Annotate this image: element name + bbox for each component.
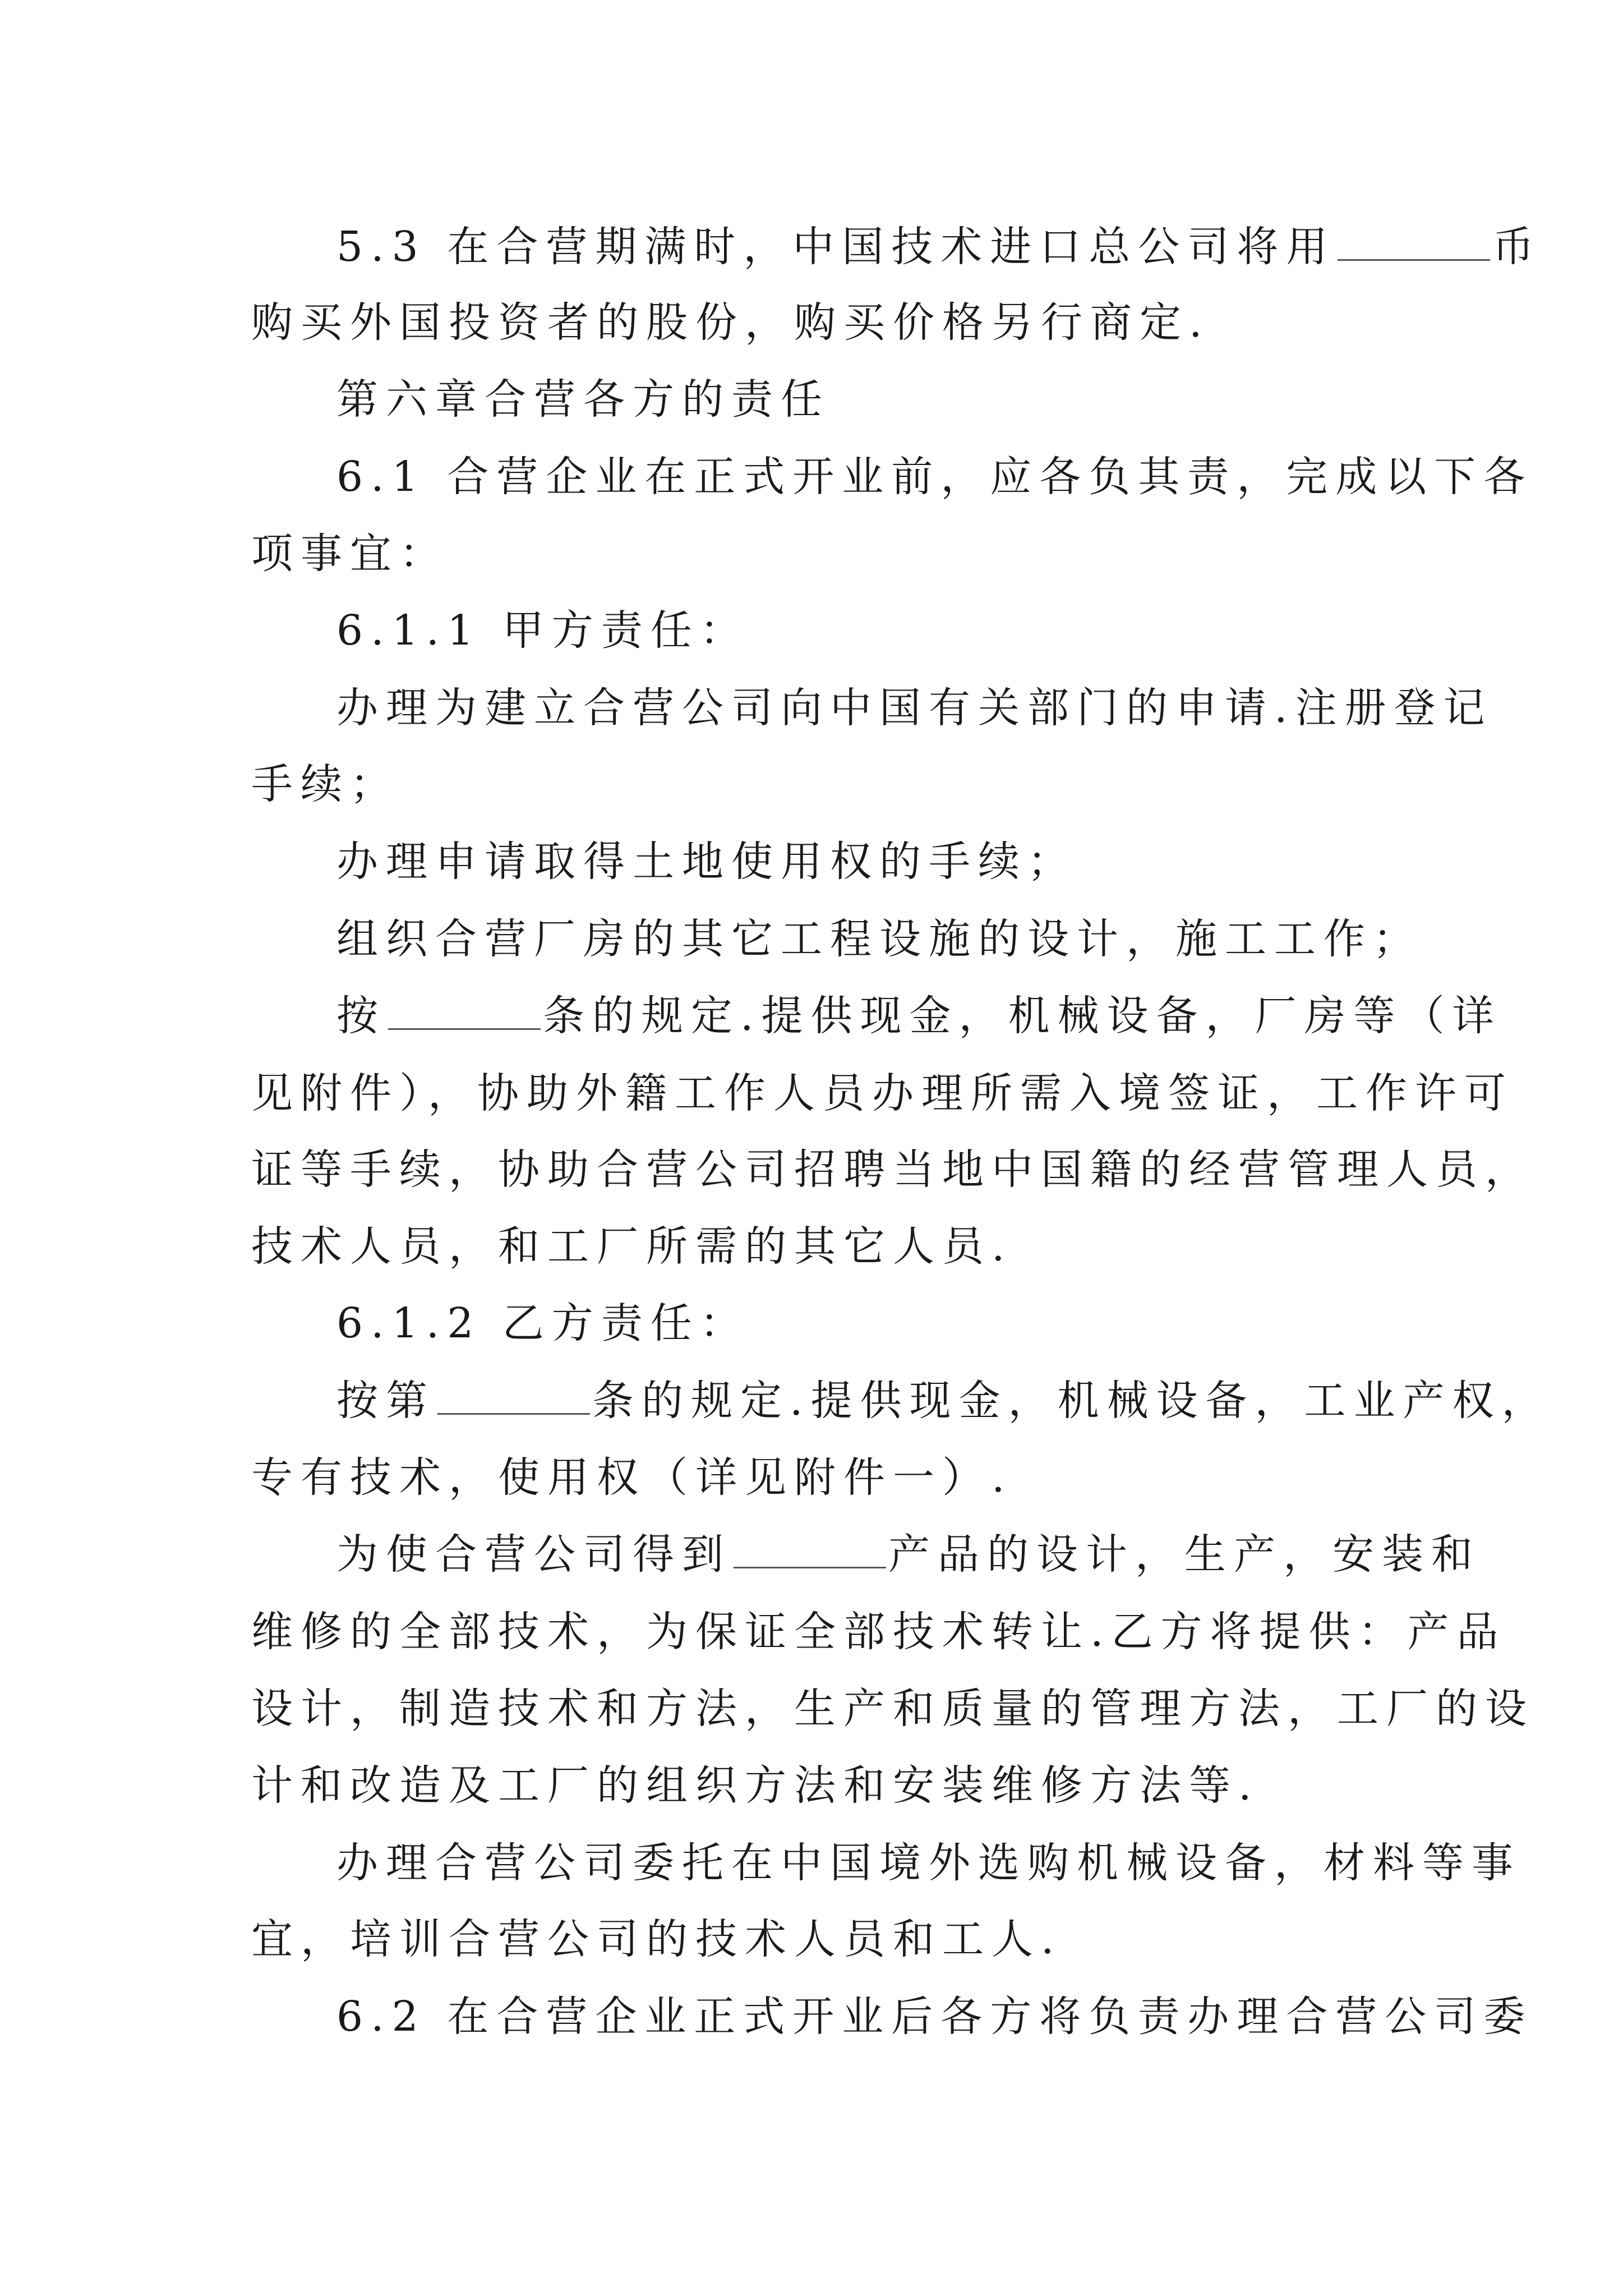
fill-in-blank	[437, 1411, 590, 1415]
text-segment: 手续；	[251, 760, 399, 808]
text-line	[251, 1222, 1395, 1271]
chapter-heading	[336, 375, 1481, 424]
text-segment: 6.1.1 甲方责任：	[336, 606, 749, 655]
text-segment: 购买外国投资者的股份，购买价格另行商定.	[251, 298, 1210, 347]
text-segment: 第六章合营各方的责任	[336, 375, 830, 424]
text-segment: 条的规定.提供现金，机械设备，厂房等（详	[543, 992, 1502, 1040]
text-segment: 计和改造及工厂的组织方法和安装维修方法等.	[251, 1761, 1260, 1810]
text-line	[251, 530, 1395, 578]
text-segment: 技术人员，和工厂所需的其它人员.	[251, 1222, 1013, 1271]
text-line	[251, 1453, 1395, 1502]
text-segment: 6.1 合营企业在正式开业前，应各负其责，完成以下各	[336, 453, 1533, 501]
text-line	[336, 453, 1533, 501]
text-line	[251, 1608, 1506, 1656]
text-line	[251, 760, 1395, 808]
text-line	[251, 1761, 1395, 1810]
text-line	[336, 1839, 1521, 1887]
text-line	[336, 1530, 1481, 1579]
text-segment: 组织合营厂房的其它工程设施的设计，施工工作；	[336, 915, 1422, 963]
fill-in-blank	[388, 1026, 541, 1030]
section-heading	[336, 1299, 1481, 1347]
text-segment: 办理合营公司委托在中国境外选购机械设备，材料等事	[336, 1839, 1521, 1887]
text-segment: 按第	[336, 1377, 435, 1425]
text-segment: 产品的设计，生产，安装和	[888, 1530, 1481, 1579]
text-segment: 项事宜：	[251, 530, 449, 578]
text-line	[336, 684, 1493, 732]
text-segment: 6.1.2 乙方责任：	[336, 1299, 749, 1347]
text-line	[336, 915, 1481, 963]
text-segment: 证等手续，协助合营公司招聘当地中国籍的经营管理人员，	[251, 1145, 1534, 1194]
text-segment: 见附件），协助外籍工作人员办理所需入境签证，工作许可	[251, 1069, 1514, 1117]
text-segment: 维修的全部技术，为保证全部技术转让.乙方将提供：产品	[251, 1608, 1506, 1656]
text-segment: 按	[336, 992, 386, 1040]
text-line	[336, 992, 1502, 1040]
text-line	[336, 1993, 1533, 2041]
fill-in-blank	[734, 1565, 886, 1568]
text-segment: 专有技术，使用权（详见附件一）.	[251, 1453, 1013, 1502]
text-line	[251, 1145, 1534, 1194]
text-line	[251, 1685, 1534, 1733]
text-segment: 办理为建立合营公司向中国有关部门的申请.注册登记	[336, 684, 1493, 732]
text-segment: 5.3 在合营期满时，中国技术进口总公司将用	[336, 223, 1336, 271]
text-line	[336, 223, 1542, 271]
text-segment: 币	[1492, 223, 1542, 271]
text-line	[336, 838, 1481, 886]
fill-in-blank	[1338, 257, 1490, 261]
text-segment: 设计，制造技术和方法，生产和质量的管理方法，工厂的设	[251, 1685, 1534, 1733]
text-line	[251, 298, 1395, 347]
text-segment: 6.2 在合营企业正式开业后各方将负责办理合营公司委	[336, 1993, 1533, 2041]
text-segment: 条的规定.提供现金，机械设备，工业产权，	[592, 1377, 1551, 1425]
text-line	[251, 1069, 1514, 1117]
section-heading	[336, 606, 1481, 655]
text-segment: 为使合营公司得到	[336, 1530, 731, 1579]
text-line	[251, 1915, 1395, 1963]
text-segment: 办理申请取得土地使用权的手续；	[336, 838, 1077, 886]
text-segment: 宜，培训合营公司的技术人员和工人.	[251, 1915, 1062, 1963]
text-line	[336, 1377, 1551, 1425]
